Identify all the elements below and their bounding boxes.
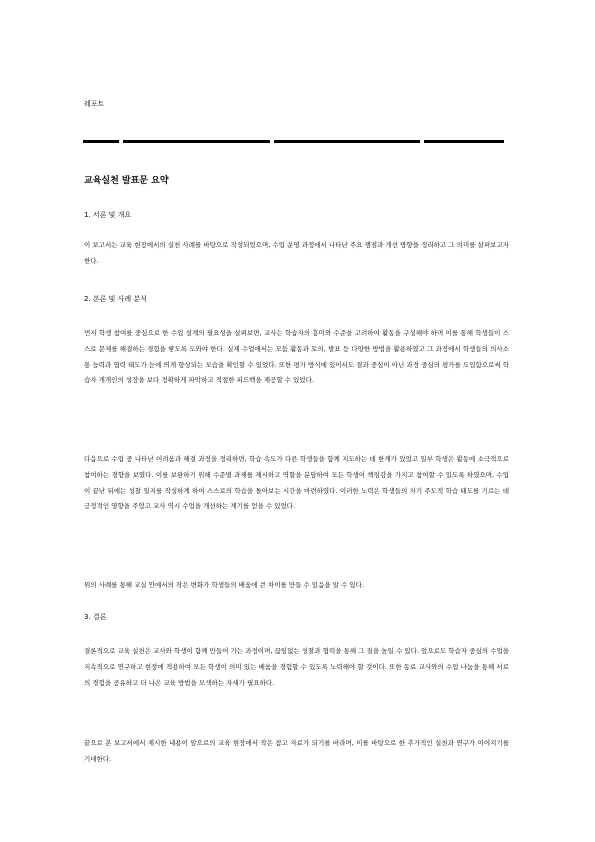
section-heading-conclusion: 3. 결론 bbox=[84, 613, 107, 621]
section-heading-body: 2. 본론 및 사례 분석 bbox=[84, 295, 147, 303]
divider-segment bbox=[83, 140, 119, 143]
divider-segment bbox=[424, 140, 504, 143]
header-divider bbox=[83, 140, 504, 144]
paragraph-body-2: 다음으로 수업 중 나타난 어려움과 해결 과정을 정리하면, 학습 속도가 다른 학생들을 함께 지도하는 데 한계가 있었고 일부 학생은 활동에 소극적으로 참여하는 경향을 보였다. 이를 보완하기 위해 수준별 과제를 제시하고 역할을 분담하여 모든 학생이 책임감을 가지고 참여할 수 있도록 하였으며, 수업이 끝난 뒤에는 성찰 일지를 작성하게 하여 스스로의 학습을 돌아보는 시간을 마련하였다. 이러한 노력은 학생들의 자기 주도적 학습 태도를 기르는 데 긍정적인 영향을 주었고 교사 역시 수업을 개선하는 계기를 얻을 수 있었다. bbox=[84, 455, 509, 511]
paragraph-conclusion-2: 끝으로 본 보고서에서 제시한 내용이 앞으로의 교육 현장에서 작은 참고 자료가 되기를 바라며, 이를 바탕으로 한 추가적인 실천과 연구가 이어지기를 기대한다. bbox=[84, 739, 509, 763]
divider-segment bbox=[123, 140, 270, 143]
document-title: 교육실천 발표문 요약 bbox=[84, 176, 169, 186]
section-heading-intro: 1. 서론 및 개요 bbox=[84, 211, 132, 219]
paragraph-conclusion-1: 결론적으로 교육 실천은 교사와 학생이 함께 만들어 가는 과정이며, 끊임없는 성찰과 협력을 통해 그 질을 높일 수 있다. 앞으로도 학습자 중심의 수업을 지속적으로 연구하고 현장에 적용하여 모든 학생이 의미 있는 배움을 경험할 수 있도록 노력해야 할 것이다. 또한 동료 교사와의 수업 나눔을 통해 서로의 경험을 공유하고 더 나은 교육 방법을 모색하는 자세가 필요하다. bbox=[84, 647, 509, 687]
paragraph-body-1: 먼저 학생 참여를 중심으로 한 수업 설계의 필요성을 살펴보면, 교사는 학습자의 흥미와 수준을 고려하여 활동을 구성해야 하며 이를 통해 학생들이 스스로 문제를 해결하는 경험을 쌓도록 도와야 한다. 실제 수업에서는 모둠 활동과 토의, 발표 등 다양한 방법을 활용하였고 그 과정에서 학생들의 의사소통 능력과 협력 태도가 눈에 띄게 향상되는 모습을 확인할 수 있었다. 또한 평가 방식에 있어서도 결과 중심이 아닌 과정 중심의 평가를 도입함으로써 학습자 개개인의 성장을 보다 정확하게 파악하고 적절한 피드백을 제공할 수 있었다. bbox=[84, 329, 509, 385]
document-header-label: 레포트 bbox=[84, 100, 105, 108]
paragraph-body-3: 위의 사례를 통해 교실 안에서의 작은 변화가 학생들의 배움에 큰 차이를 만들 수 있음을 알 수 있다. bbox=[84, 581, 365, 589]
paragraph-intro: 이 보고서는 교육 현장에서의 실천 사례를 바탕으로 작성되었으며, 수업 운영 과정에서 나타난 주요 쟁점과 개선 방향을 정리하고 그 의미를 살펴보고자 한다. bbox=[84, 241, 509, 265]
divider-segment bbox=[274, 140, 420, 143]
